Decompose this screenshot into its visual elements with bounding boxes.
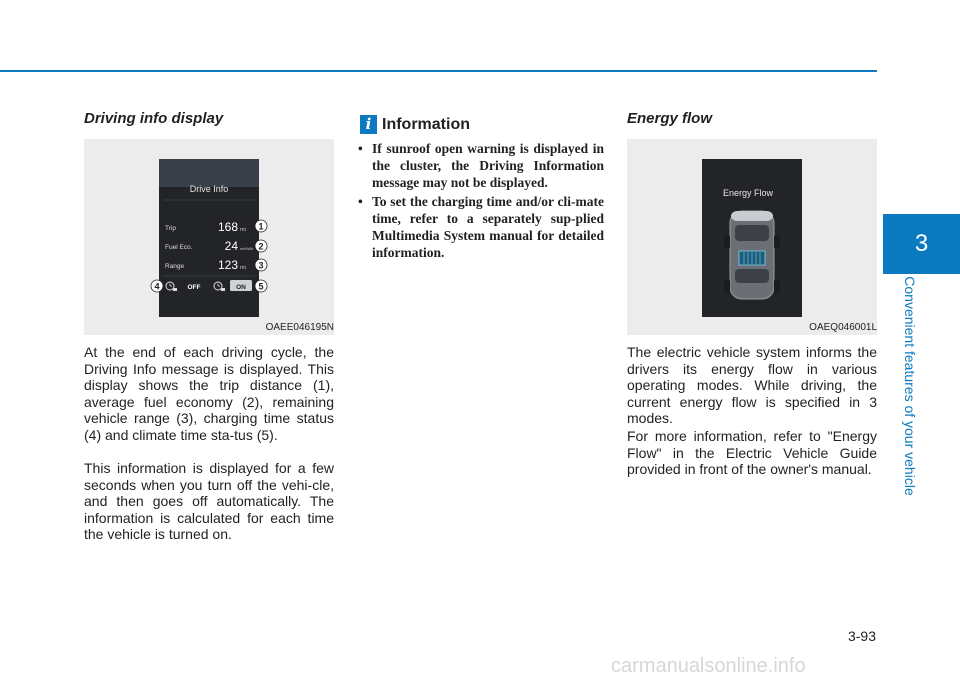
energy-flow-paragraph-2: For more information, refer to "Energy Flow" in the Electric Vehicle Guide provided in front of the owner's manual. — [627, 428, 877, 477]
drive-info-screen-illustration — [84, 139, 334, 335]
screen-title: Energy Flow — [723, 188, 774, 198]
figure-code-driving-info: OAEE046195N — [265, 322, 334, 333]
climate-state-on: ON — [236, 284, 246, 291]
energy-flow-screen-illustration — [627, 139, 877, 335]
row-label-range: Range — [165, 263, 185, 270]
callout-2: 2 — [258, 241, 264, 252]
figure-driving-info — [84, 139, 334, 335]
energy-flow-paragraph-1: The electric vehicle system informs the drivers its energy flow in various operating modes. While driving, the current energy flow is specified in 3 modes. — [627, 344, 877, 426]
row-unit-range: mi — [240, 265, 246, 271]
information-title: Information — [382, 116, 470, 133]
driving-info-paragraph-1: At the end of each driving cycle, the Driving Info message is displayed. This display shows the trip distance (1), average fuel economy (2), remaining vehicle range (3), charging time status (4) and climate time sta-tus (5). — [84, 344, 334, 443]
row-value-trip: 168 — [217, 220, 238, 234]
row-unit-trip: mi — [240, 227, 246, 233]
figure-energy-flow — [627, 139, 877, 335]
information-list — [356, 140, 604, 263]
header-rule — [0, 70, 877, 72]
chapter-side-title — [903, 276, 917, 496]
callout-5: 5 — [258, 281, 264, 292]
chapter-title-text: Convenient features of your vehicle — [902, 276, 918, 496]
row-label-trip: Trip — [165, 225, 176, 232]
screen-title: Drive Info — [189, 184, 229, 194]
information-item-2: • To set the charging time and/or cli-mate time, refer to a separately sup-plied Multimedia System manual for detailed information. — [356, 193, 604, 261]
page-number: 3-93 — [847, 628, 876, 644]
driving-info-paragraph-2: This information is displayed for a few seconds when you turn off the vehi-cle, and then goes off automatically. The information is calculated for each time the vehicle is turned on. — [84, 460, 334, 542]
watermark: carmanualsonline.info — [611, 655, 806, 677]
section-heading-energy-flow: Energy flow — [627, 110, 713, 127]
callout-3: 3 — [258, 260, 264, 271]
info-icon: i — [360, 115, 377, 134]
row-unit-fuel: mi/kWh — [240, 246, 254, 251]
battery-icon — [739, 251, 765, 265]
callout-1: 1 — [258, 221, 264, 232]
charging-state-off: OFF — [187, 284, 201, 291]
section-heading-driving-info: Driving info display — [84, 110, 224, 127]
callout-4: 4 — [154, 281, 160, 292]
figure-code-energy-flow: OAEQ046001L — [809, 322, 877, 333]
row-value-fuel: 24 — [224, 239, 238, 253]
row-label-fuel: Fuel Eco. — [165, 244, 193, 251]
information-item-1: • If sunroof open warning is displayed in the cluster, the Driving Information message may not be displayed. — [356, 140, 604, 191]
chapter-tab: 3 — [883, 214, 960, 274]
screen-title-bar — [159, 159, 259, 187]
row-value-range: 123 — [217, 258, 238, 272]
